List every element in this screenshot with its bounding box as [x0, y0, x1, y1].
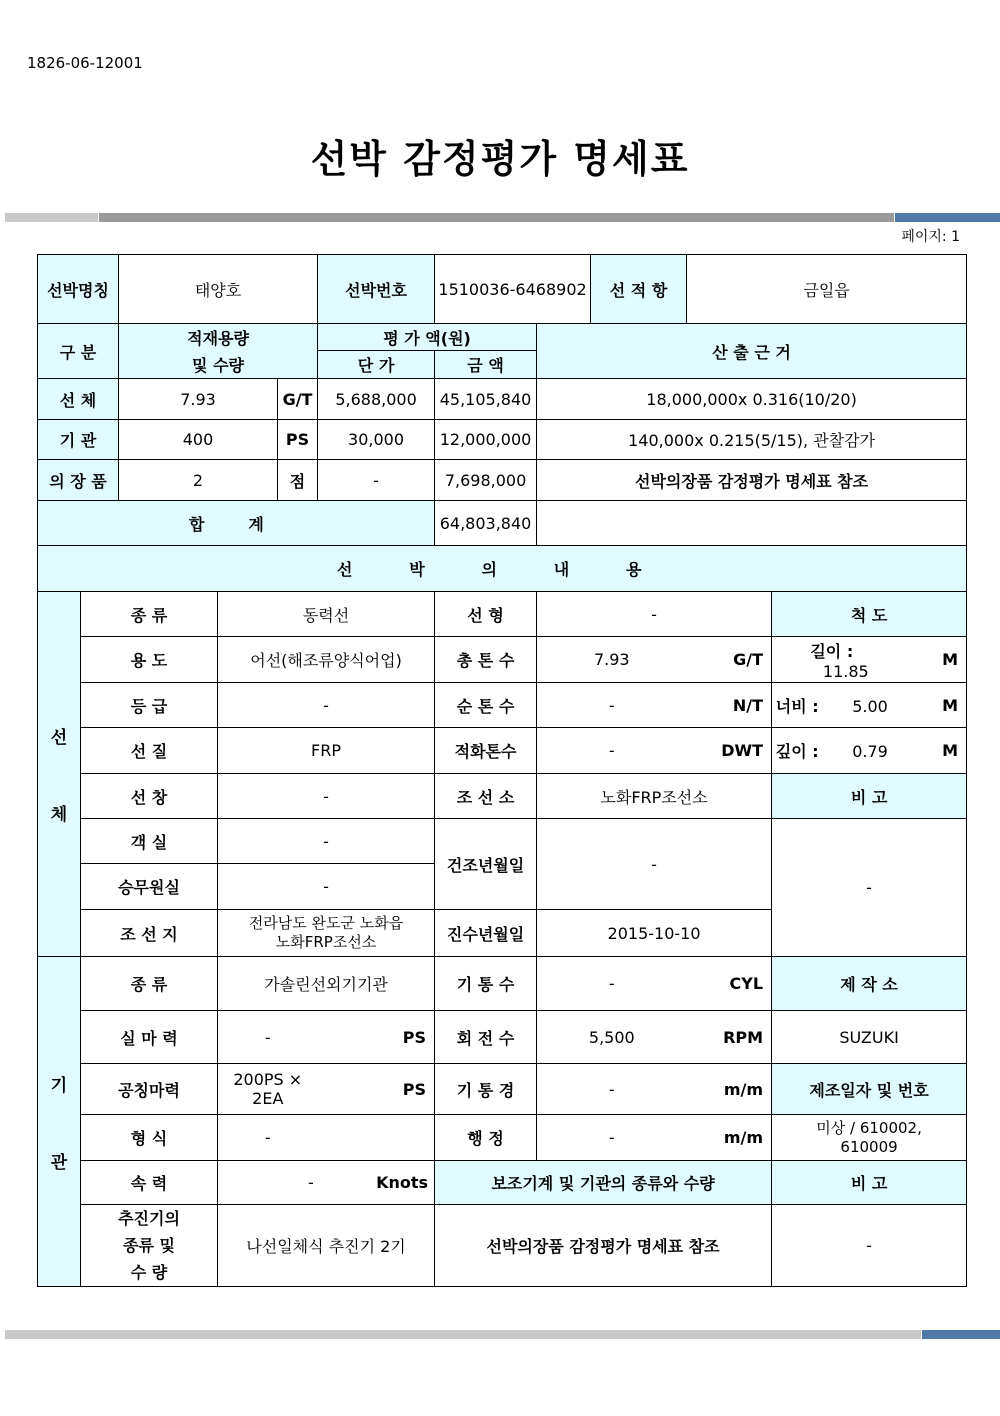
aux-value: 선박의장품 감정평가 명세표 참조: [435, 1205, 772, 1287]
row-amount: 12,000,000: [435, 420, 537, 460]
engine-remark-label: 비 고: [772, 1161, 967, 1205]
engine-power-label: 실 마 력: [81, 1011, 218, 1064]
hull-launch: 2015-10-10: [537, 910, 772, 957]
engine-row-prop: [38, 1205, 967, 1287]
top-bar-light: [5, 213, 98, 222]
row-qty: 7.93: [119, 379, 278, 420]
hull-row-cabin: [38, 819, 967, 864]
total-row: [38, 501, 967, 546]
top-bar-gray: [99, 213, 894, 222]
maker-label: 제 작 소: [772, 957, 967, 1011]
engine-section-char-2: 관: [50, 1152, 68, 1173]
hull-site-line-2: 노화FRP조선소: [275, 933, 377, 951]
capacity-header-1: 적재용량: [119, 324, 318, 351]
hull-cabin-label: 객 실: [81, 819, 218, 864]
engine-prop-label-1: 추진기의: [118, 1209, 180, 1228]
hull-grade-label: 등 급: [81, 683, 218, 728]
hull-site-line-1: 전라남도 완도군 노화읍: [248, 914, 404, 932]
engine-rpm-unit: RPM: [687, 1011, 772, 1064]
header-row: [38, 255, 967, 324]
hull-site: [218, 910, 435, 957]
engine-row-kind: [38, 957, 967, 1011]
row-basis: 선박의장품 감정평가 명세표 참조: [537, 460, 967, 501]
hull-crew-label: 승무원실: [81, 864, 218, 910]
maker: SUZUKI: [772, 1011, 967, 1064]
hull-crew: -: [218, 864, 435, 910]
home-port-label: 선 적 항: [591, 255, 687, 324]
page-title: 선박 감정평가 명세표: [310, 137, 690, 181]
engine-row-power: [38, 1011, 967, 1064]
unit-price-header: 단 가: [318, 351, 435, 379]
hull-dwt-label: 적화톤수: [435, 728, 537, 774]
depth-unit: M: [892, 728, 967, 774]
row-label: 선 체: [38, 379, 119, 420]
vessel-number-label: 선박번호: [318, 255, 435, 324]
table-row: [38, 460, 967, 501]
hull-row-use: [38, 637, 967, 683]
hull-cabin: -: [218, 819, 435, 864]
row-qty: 2: [119, 460, 278, 501]
engine-kind: 가솔린선외기기관: [218, 957, 435, 1011]
total-empty: [537, 501, 967, 546]
row-label: 기 관: [38, 420, 119, 460]
engine-bore-label: 기 통 경: [435, 1064, 537, 1115]
engine-stroke-label: 행 정: [435, 1115, 537, 1161]
hull-site-label: 조 선 지: [81, 910, 218, 957]
dims-label: 척 도: [772, 592, 967, 637]
hull-kind-label: 종 류: [81, 592, 218, 637]
engine-stroke-unit: m/m: [687, 1115, 772, 1161]
hull-dwt: -: [537, 728, 687, 774]
row-unit: PS: [278, 420, 318, 460]
row-unit: G/T: [278, 379, 318, 420]
hull-built-label: 건조년월일: [435, 819, 537, 910]
hull-use-label: 용 도: [81, 637, 218, 683]
page-number: 페이지: 1: [901, 229, 960, 245]
hull-grade: -: [218, 683, 435, 728]
width-value: 5.00: [852, 696, 888, 716]
engine-stroke: -: [537, 1115, 687, 1161]
hull-row-material: [38, 728, 967, 774]
engine-speed: -: [308, 1173, 314, 1192]
width-unit: M: [892, 683, 967, 728]
hull-row-hatch: [38, 774, 967, 819]
depth-label-text: 깊이 :: [775, 742, 819, 761]
engine-row-speed: [38, 1161, 967, 1205]
engine-speed-cell: [218, 1161, 435, 1205]
vessel-number: 1510036-6468902: [435, 255, 591, 324]
engine-form: -: [218, 1115, 318, 1161]
table-row: [38, 379, 967, 420]
engine-section-char-1: 기: [50, 1075, 68, 1096]
hull-nt-unit: N/T: [687, 683, 772, 728]
capacity-header-2: 및 수량: [119, 351, 318, 379]
total-header: 금 액: [435, 351, 537, 379]
hull-section-label: [38, 592, 81, 957]
engine-prop-label-2: 종류 및: [123, 1236, 175, 1255]
hull-row-grade: [38, 683, 967, 728]
depth-value: 0.79: [852, 742, 888, 761]
row-qty: 400: [119, 420, 278, 460]
contents-title-row: [38, 546, 967, 592]
valuation-header-row: [38, 324, 967, 351]
hull-use: 어선(해조류양식어업): [218, 637, 435, 683]
engine-cyl: -: [537, 957, 687, 1011]
row-price: -: [318, 460, 435, 501]
vessel-name-label: 선박명칭: [38, 255, 119, 324]
hull-remark: -: [772, 819, 967, 957]
valuation-table: [37, 254, 967, 1287]
total-amount: 64,803,840: [435, 501, 537, 546]
hull-nt-label: 순 톤 수: [435, 683, 537, 728]
hull-built: -: [537, 819, 772, 910]
hull-section-char-2: 체: [50, 805, 68, 825]
hull-section-char-1: 선: [50, 728, 68, 748]
engine-power: -: [218, 1011, 318, 1064]
table-row: [38, 420, 967, 460]
engine-row-form: [38, 1115, 967, 1161]
hull-dwt-unit: DWT: [687, 728, 772, 774]
engine-row-rated: [38, 1064, 967, 1115]
total-label: 합 계: [38, 501, 435, 546]
engine-speed-label: 속 력: [81, 1161, 218, 1205]
engine-cyl-unit: CYL: [687, 957, 772, 1011]
hull-type-label: 선 형: [435, 592, 537, 637]
aux-label: 보조기계 및 기관의 종류와 수량: [435, 1161, 772, 1205]
serial-label: 제조일자 및 번호: [772, 1064, 967, 1115]
length-value: 11.85: [822, 661, 869, 681]
hull-type: -: [537, 592, 772, 637]
engine-rated-label: 공칭마력: [81, 1064, 218, 1115]
engine-prop-label: [81, 1205, 218, 1287]
hull-hatch: -: [218, 774, 435, 819]
serial-line-1: 미상 / 610002,: [816, 1118, 922, 1137]
engine-section-label: [38, 957, 81, 1287]
engine-remark: -: [772, 1205, 967, 1287]
amount-header: 평 가 액(원): [318, 324, 537, 351]
row-price: 30,000: [318, 420, 435, 460]
home-port: 금일읍: [687, 255, 967, 324]
length-unit: M: [892, 637, 967, 683]
row-unit: 점: [278, 460, 318, 501]
class-header: 구 분: [38, 324, 119, 379]
hull-row-kind: [38, 592, 967, 637]
hull-gt-unit: G/T: [687, 637, 772, 683]
hull-remark-label: 비 고: [772, 774, 967, 819]
width-label: [772, 683, 892, 728]
contents-title: 선 박 의 내 용: [38, 546, 967, 592]
depth-label: [772, 728, 892, 774]
engine-cyl-label: 기 통 수: [435, 957, 537, 1011]
hull-yard-label: 조 선 소: [435, 774, 537, 819]
engine-form-label: 형 식: [81, 1115, 218, 1161]
engine-prop: 나선일체식 추진기 2기: [218, 1205, 435, 1287]
engine-speed-unit: Knots: [376, 1173, 429, 1192]
hull-yard: 노화FRP조선소: [537, 774, 772, 819]
engine-bore-unit: m/m: [687, 1064, 772, 1115]
row-basis: 140,000x 0.215(5/15), 관찰감가: [537, 420, 967, 460]
engine-power-unit: PS: [318, 1011, 435, 1064]
hull-material-label: 선 질: [81, 728, 218, 774]
hull-hatch-label: 선 창: [81, 774, 218, 819]
hull-gt-label: 총 톤 수: [435, 637, 537, 683]
bottom-bar-blue: [922, 1330, 1000, 1339]
document-id: 1826-06-12001: [27, 54, 143, 72]
engine-rated: 200PS × 2EA: [218, 1064, 318, 1115]
length-label: [772, 637, 892, 683]
engine-kind-label: 종 류: [81, 957, 218, 1011]
row-amount: 7,698,000: [435, 460, 537, 501]
row-price: 5,688,000: [318, 379, 435, 420]
row-basis: 18,000,000x 0.316(10/20): [537, 379, 967, 420]
engine-prop-label-3: 수 량: [130, 1263, 168, 1282]
width-label-text: 너비 :: [775, 696, 819, 716]
engine-form-unit-empty: [318, 1115, 435, 1161]
vessel-name: 태양호: [119, 255, 318, 324]
hull-material: FRP: [218, 728, 435, 774]
engine-rpm: 5,500: [537, 1011, 687, 1064]
serial-line-2: 610009: [840, 1137, 898, 1156]
serial: [772, 1115, 967, 1161]
basis-header: 산 출 근 거: [537, 324, 967, 379]
hull-kind: 동력선: [218, 592, 435, 637]
hull-launch-label: 진수년월일: [435, 910, 537, 957]
top-bar-blue: [895, 213, 1000, 222]
engine-bore: -: [537, 1064, 687, 1115]
engine-rpm-label: 회 전 수: [435, 1011, 537, 1064]
hull-gt: 7.93: [537, 637, 687, 683]
hull-nt: -: [537, 683, 687, 728]
length-label-text: 길이 :: [810, 641, 854, 661]
engine-rated-unit: PS: [318, 1064, 435, 1115]
row-label: 의 장 품: [38, 460, 119, 501]
bottom-bar-gray: [5, 1330, 921, 1339]
row-amount: 45,105,840: [435, 379, 537, 420]
